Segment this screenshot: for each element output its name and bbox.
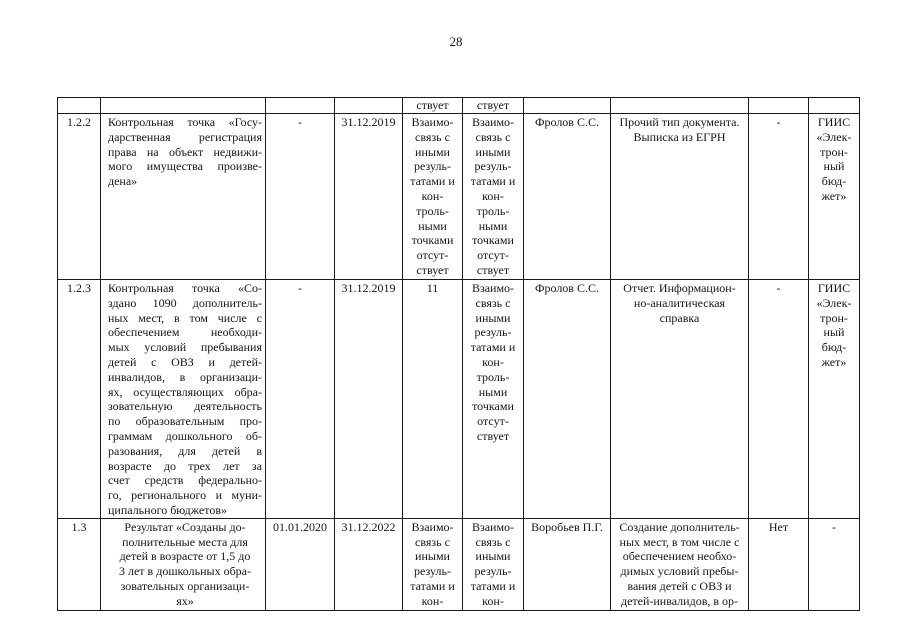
relations-b-cell [463, 280, 524, 519]
flag-cell: - [749, 280, 809, 519]
cell-line: детей-инвалидов, в ор- [620, 593, 739, 608]
cell-line: точками [472, 233, 514, 248]
info-system-cell: - [809, 518, 860, 610]
cell-line: го, регионального и муни- [108, 488, 262, 503]
cell-line: иными [415, 144, 450, 159]
cell-line: татами и [470, 578, 516, 593]
cell-line: ных мест, в том числе с [619, 534, 740, 549]
start-date-cell: - [266, 280, 335, 519]
info-system-cell [809, 280, 860, 519]
number-cell: 1.2.2 [58, 114, 101, 280]
document-type-cell [611, 518, 749, 610]
document-type-cell [611, 280, 749, 519]
cell-line: ными [478, 218, 508, 233]
cell-line: кон- [482, 188, 504, 203]
cell-line: ствует [476, 428, 510, 443]
end-date-cell [335, 98, 403, 114]
table-row [58, 518, 860, 610]
cell-line: мых условий пребывания [108, 340, 262, 355]
continuation-row [58, 98, 860, 114]
cell-line: детей в возрасте от 1,5 до [119, 549, 251, 564]
cell-line: кон- [482, 593, 504, 608]
cell-line: точками [472, 399, 514, 414]
cell-line: кон- [421, 593, 444, 608]
cell-line: инвалидов, в организаци- [108, 369, 262, 384]
cell-line: троль- [476, 203, 510, 218]
end-date-cell: 31.12.2019 [335, 280, 403, 519]
cell-line: граммам дошкольного об- [108, 428, 262, 443]
cell-line: точками [411, 233, 454, 248]
number-cell [58, 98, 101, 114]
responsible-cell [524, 98, 611, 114]
cell-line: татами и [470, 174, 516, 189]
flag-cell: Нет [749, 518, 809, 610]
cell-line: обеспечением необходи- [108, 325, 262, 340]
cell-line: татами и [410, 174, 455, 189]
start-date-cell: - [266, 114, 335, 280]
relations-b-cell: ствует [463, 98, 524, 114]
start-date-cell [266, 98, 335, 114]
number-cell: 1.3 [58, 518, 101, 610]
cell-line: Взаимо- [471, 115, 515, 129]
cell-line: трон- [820, 144, 848, 159]
end-date-cell: 31.12.2022 [335, 518, 403, 610]
cell-line: кон- [421, 188, 444, 203]
cell-line: «Элек- [816, 295, 852, 310]
document-type-cell [611, 114, 749, 280]
cell-line: справка [659, 310, 700, 325]
cell-line: связь с [415, 534, 450, 549]
cell-line: резуль- [414, 564, 451, 579]
cell-line: иными [415, 549, 450, 564]
cell-line: связь с [415, 129, 450, 144]
cell-line: ными [478, 384, 508, 399]
cell-line: детей с ОВЗ и детей- [108, 354, 262, 369]
cell-line: ный [823, 325, 845, 340]
cell-line: бюд- [821, 340, 847, 355]
cell-line: димых условий пребы- [620, 564, 739, 579]
cell-line: кон- [482, 354, 504, 369]
info-system-cell [809, 98, 860, 114]
table-row [58, 114, 860, 280]
cell-line: иными [475, 310, 511, 325]
cell-line: полнительные места для [122, 534, 248, 549]
cell-line: ципального бюджетов» [108, 502, 227, 517]
cell-line: Отчет. Информацион- [623, 281, 736, 295]
cell-line: связь с [475, 295, 511, 310]
cell-line: обеспечением необхо- [622, 549, 737, 564]
cell-line: «Элек- [816, 129, 852, 144]
cell-line: связь с [475, 129, 511, 144]
cell-line: троль- [416, 203, 449, 218]
cell-line: Взаимо- [471, 519, 515, 534]
cell-line: отсут- [477, 248, 509, 263]
relations-a-cell [403, 114, 463, 280]
cell-line: разования, для детей в [108, 443, 262, 458]
cell-line: счет средств федерально- [108, 473, 262, 488]
cell-line: резуль- [474, 564, 512, 579]
cell-line: но-аналитическая [633, 295, 726, 310]
table-row [58, 280, 860, 519]
flag-cell: - [749, 114, 809, 280]
plan-table [57, 97, 860, 611]
cell-line: права на объект недвижи- [108, 144, 262, 159]
cell-line: вания детей с ОВЗ и [627, 578, 732, 593]
cell-line: иными [475, 549, 511, 564]
cell-line: ных мест, в том числе с [108, 310, 262, 325]
cell-line: Выписка из ЕГРН [633, 129, 726, 144]
cell-line: бюд- [821, 174, 847, 189]
relations-b-cell [463, 518, 524, 610]
cell-line: татами и [470, 340, 516, 355]
cell-line: связь с [475, 534, 511, 549]
cell-line: Взаимо- [411, 115, 454, 129]
cell-line: резуль- [414, 159, 451, 174]
cell-line: ГИИС [817, 115, 851, 129]
cell-line: зовательную деятельность [108, 399, 262, 414]
cell-line: по образовательным про- [108, 414, 262, 429]
document-type-cell [611, 98, 749, 114]
relations-a-cell: 11 [403, 280, 463, 519]
page-number: 28 [449, 34, 463, 49]
cell-line: ствует [416, 262, 449, 277]
cell-line: зовательных организаци- [120, 578, 250, 593]
start-date-cell: 01.01.2020 [266, 518, 335, 610]
cell-line: резуль- [474, 325, 512, 340]
cell-line: отсут- [416, 248, 449, 263]
description-cell [101, 280, 266, 519]
cell-line: Взаимо- [471, 281, 515, 295]
description-cell [101, 518, 266, 610]
cell-line: 3 лет в дошкольных обра- [118, 564, 251, 579]
flag-cell [749, 98, 809, 114]
cell-line: ГИИС [817, 281, 851, 295]
cell-line: ствует [476, 262, 510, 277]
number-cell: 1.2.3 [58, 280, 101, 519]
cell-line: здано 1090 дополнитель- [108, 295, 262, 310]
cell-line: резуль- [474, 159, 512, 174]
cell-line: ный [823, 159, 845, 174]
cell-line: Контрольная точка «Госу- [108, 115, 262, 129]
cell-line: Взаимо- [411, 519, 454, 534]
cell-line: троль- [476, 369, 510, 384]
cell-line: трон- [820, 310, 848, 325]
cell-line: ях» [176, 593, 194, 608]
cell-line: мого имущества произве- [108, 159, 262, 174]
cell-line: дарственная регистрация [108, 129, 262, 144]
responsible-cell: Фролов С.С. [524, 114, 611, 280]
relations-a-cell [403, 518, 463, 610]
responsible-cell: Воробьев П.Г. [524, 518, 611, 610]
cell-line: Контрольная точка «Со- [108, 281, 262, 295]
cell-line: ях, осуществляющих обра- [108, 384, 262, 399]
description-cell [101, 98, 266, 114]
cell-line: Прочий тип документа. [619, 115, 740, 129]
cell-line: Создание дополнитель- [619, 519, 740, 534]
responsible-cell: Фролов С.С. [524, 280, 611, 519]
cell-line: жет» [821, 354, 847, 369]
cell-line: дена» [108, 174, 138, 189]
info-system-cell [809, 114, 860, 280]
description-cell [101, 114, 266, 280]
cell-line: иными [475, 144, 511, 159]
cell-line: жет» [821, 188, 847, 203]
cell-line: татами и [410, 578, 455, 593]
cell-line: ными [418, 218, 447, 233]
end-date-cell: 31.12.2019 [335, 114, 403, 280]
relations-b-cell [463, 114, 524, 280]
cell-line: отсут- [477, 414, 509, 429]
cell-line: Результат «Созданы до- [124, 519, 246, 534]
cell-line: возрасте до трех лет за [108, 458, 262, 473]
relations-a-cell: ствует [403, 98, 463, 114]
